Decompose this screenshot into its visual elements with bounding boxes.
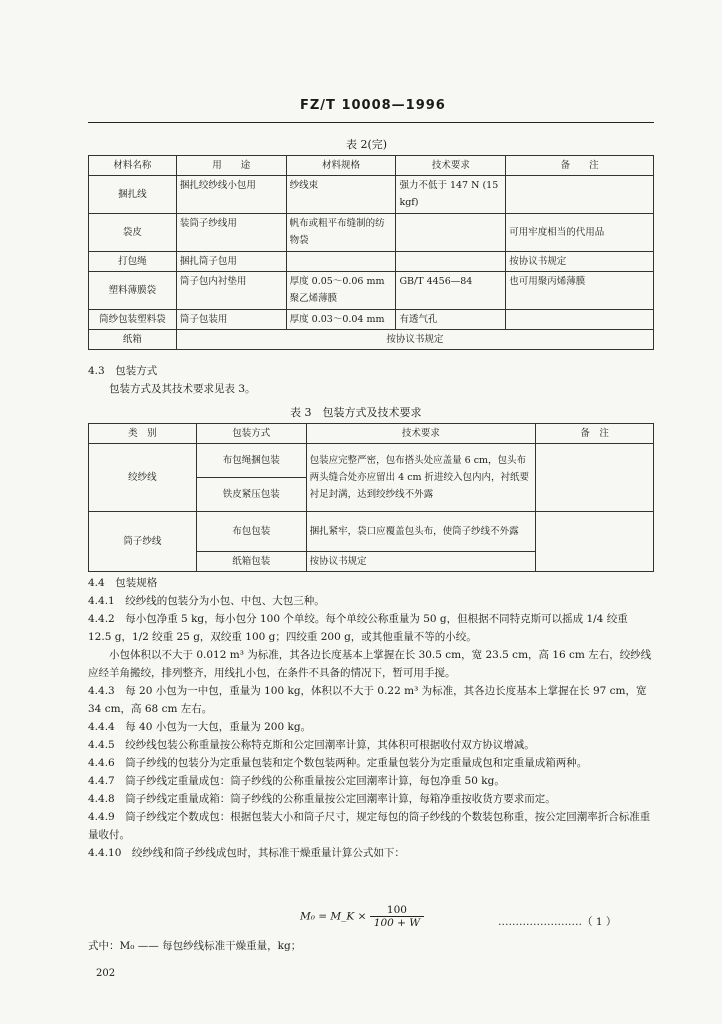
table-cell: 筒子包内衬垫用 bbox=[176, 272, 286, 310]
table-row bbox=[89, 214, 654, 252]
paragraph: 包装方式及其技术要求见表 3。 bbox=[109, 383, 256, 395]
table-cell: 按协议书规定 bbox=[306, 552, 536, 572]
table-cell: 强力不低于 147 N (15 kgf) bbox=[396, 176, 506, 214]
paragraph: 4.4.2 每小包净重 5 kg，每小包分 100 个单绞。每个单绞公称重量为 50 g，但根据不同特克斯可以摇成 1/4 绞重 12.5 g，1/2 绞重 25 g，双绞重 100 g；四绞重 200 g，或其他重量不等的小绞。 bbox=[88, 613, 628, 643]
table2 bbox=[88, 155, 654, 350]
table-cell: 帆布或粗平布缝制的纺物袋 bbox=[286, 214, 396, 252]
table-cell: 纱线束 bbox=[286, 176, 396, 214]
table-row bbox=[89, 272, 654, 310]
table-cell bbox=[286, 252, 396, 272]
table-row bbox=[89, 330, 654, 350]
table-cell: 也可用聚丙烯薄膜 bbox=[506, 272, 654, 310]
table-cell bbox=[536, 512, 654, 572]
table-cell: 捆扎线 bbox=[89, 176, 177, 214]
table-cell: 筒子纱线 bbox=[89, 512, 197, 572]
table3-header-cell: 技术要求 bbox=[306, 424, 536, 444]
where-clause: 式中：M₀ —— 每包纱线标准干燥重量，kg； bbox=[88, 940, 302, 952]
page-number: 202 bbox=[96, 968, 116, 979]
table-cell: 厚度 0.05～0.06 mm 聚乙烯薄膜 bbox=[286, 272, 396, 310]
table-cell: 纸箱包装 bbox=[196, 552, 306, 572]
table3-header-row bbox=[89, 424, 654, 444]
table-cell: 塑料薄膜袋 bbox=[89, 272, 177, 310]
table-cell: 筒子包装用 bbox=[176, 310, 286, 330]
paragraph: 4.4.6 筒子纱线的包装分为定重量包装和定个数包装两种。定重量包装分为定重量成包和定重量成箱两种。 bbox=[88, 757, 588, 769]
table-cell bbox=[536, 444, 654, 512]
table-cell bbox=[506, 176, 654, 214]
paragraph: 小包体积以不大于 0.012 m³ 为标准，其各边长度基本上掌握在长 30.5 cm，宽 23.5 cm，高 16 cm 左右，绞纱线应经羊角搬绞，排列整齐，用线扎小包，在条件不具备的情况下，暂可用手搅。 bbox=[88, 649, 652, 679]
table-row bbox=[89, 512, 654, 552]
table2-header-cell: 材料规格 bbox=[286, 156, 396, 176]
table-cell: 捆扎紧牢，袋口应覆盖包头布，使筒子纱线不外露 bbox=[306, 512, 536, 552]
table3-header-cell: 包装方式 bbox=[196, 424, 306, 444]
table3-header-cell: 备 注 bbox=[536, 424, 654, 444]
formula-1 bbox=[300, 904, 424, 929]
table-cell: 布包绳捆包装 bbox=[196, 444, 306, 478]
paragraph: 4.4.4 每 40 小包为一大包，重量为 200 kg。 bbox=[88, 721, 312, 733]
table-cell: 可用牢度相当的代用品 bbox=[506, 214, 654, 252]
table-cell bbox=[396, 252, 506, 272]
table-row bbox=[89, 252, 654, 272]
paragraph: 4.4.3 每 20 小包为一中包，重量为 100 kg，体积以不大于 0.22 m³ 为标准，其各边长度基本上掌握在长 97 cm，宽 34 cm，高 68 cm 左右。 bbox=[88, 685, 647, 715]
paragraph: 4.4.8 筒子纱线定重量成箱：筒子纱线的公称重量按公定回潮率计算，每箱净重按收货方要求而定。 bbox=[88, 793, 556, 805]
table-cell: 捆扎筒子包用 bbox=[176, 252, 286, 272]
table-cell: 包装应完整严密，包布搭头处应盖量 6 cm，包头布两头缝合处亦应留出 4 cm 折进绞入包内内，衬纸要衬足封满，达到绞纱线不外露 bbox=[306, 444, 536, 512]
standard-number: FZ/T 10008—1996 bbox=[300, 98, 446, 113]
table-cell: 铁皮紧压包装 bbox=[196, 478, 306, 512]
table-cell: 绞纱线 bbox=[89, 444, 197, 512]
section-4-3 bbox=[88, 362, 654, 398]
table-cell: 袋皮 bbox=[89, 214, 177, 252]
table-cell bbox=[396, 214, 506, 252]
formula-fraction bbox=[370, 904, 424, 929]
paragraph: 4.4.10 绞纱线和筒子纱线成包时，其标准干燥重量计算公式如下： bbox=[88, 847, 405, 859]
formula-denominator: 100 + W bbox=[373, 917, 421, 929]
table2-caption: 表 2(完) bbox=[346, 138, 388, 151]
table2-header-cell: 材料名称 bbox=[89, 156, 177, 176]
formula-number: ……………………（ 1 ） bbox=[498, 916, 617, 928]
header-rule bbox=[88, 122, 654, 123]
table-row bbox=[89, 444, 654, 478]
paragraph: 4.4.9 筒子纱线定个数成包：根据包装大小和筒子尺寸，规定每包的筒子纱线的个数装包称重，按公定回潮率折合标准重量收付。 bbox=[88, 811, 651, 841]
table3-caption: 表 3 包装方式及技术要求 bbox=[290, 406, 422, 419]
table-cell: 布包包装 bbox=[196, 512, 306, 552]
table-cell: GB/T 4456—84 bbox=[396, 272, 506, 310]
table-cell-merged: 按协议书规定 bbox=[176, 330, 653, 350]
paragraph: 4.4.1 绞纱线的包装分为小包、中包、大包三种。 bbox=[88, 595, 325, 607]
paragraph: 4.4.5 绞纱线包装公称重量按公称特克斯和公定回潮率计算，其体积可根据收付双方协议增减。 bbox=[88, 739, 535, 751]
table-cell: 按协议书规定 bbox=[506, 252, 654, 272]
formula-lhs: M₀ = M_K × bbox=[300, 910, 367, 923]
table2-header-row bbox=[89, 156, 654, 176]
table3 bbox=[88, 423, 654, 572]
table-row bbox=[89, 310, 654, 330]
table-cell: 厚度 0.03～0.04 mm bbox=[286, 310, 396, 330]
table-row bbox=[89, 176, 654, 214]
table3-header-cell: 类 别 bbox=[89, 424, 197, 444]
table-cell bbox=[506, 310, 654, 330]
table-cell: 筒纱包装塑料袋 bbox=[89, 310, 177, 330]
table-cell: 有透气孔 bbox=[396, 310, 506, 330]
paragraph: 4.4.7 筒子纱线定重量成包：筒子纱线的公称重量按公定回潮率计算，每包净重 50 kg。 bbox=[88, 775, 505, 787]
section-title: 4.3 包装方式 bbox=[88, 365, 158, 377]
table-cell: 捆扎绞纱线小包用 bbox=[176, 176, 286, 214]
table2-header-cell: 备 注 bbox=[506, 156, 654, 176]
table2-header-cell: 用 途 bbox=[176, 156, 286, 176]
section-title: 4.4 包装规格 bbox=[88, 577, 158, 589]
table-cell: 纸箱 bbox=[89, 330, 177, 350]
section-4-4 bbox=[88, 574, 654, 862]
formula-numerator: 100 bbox=[370, 904, 424, 917]
table-cell: 装筒子纱线用 bbox=[176, 214, 286, 252]
table2-header-cell: 技术要求 bbox=[396, 156, 506, 176]
table-cell: 打包绳 bbox=[89, 252, 177, 272]
